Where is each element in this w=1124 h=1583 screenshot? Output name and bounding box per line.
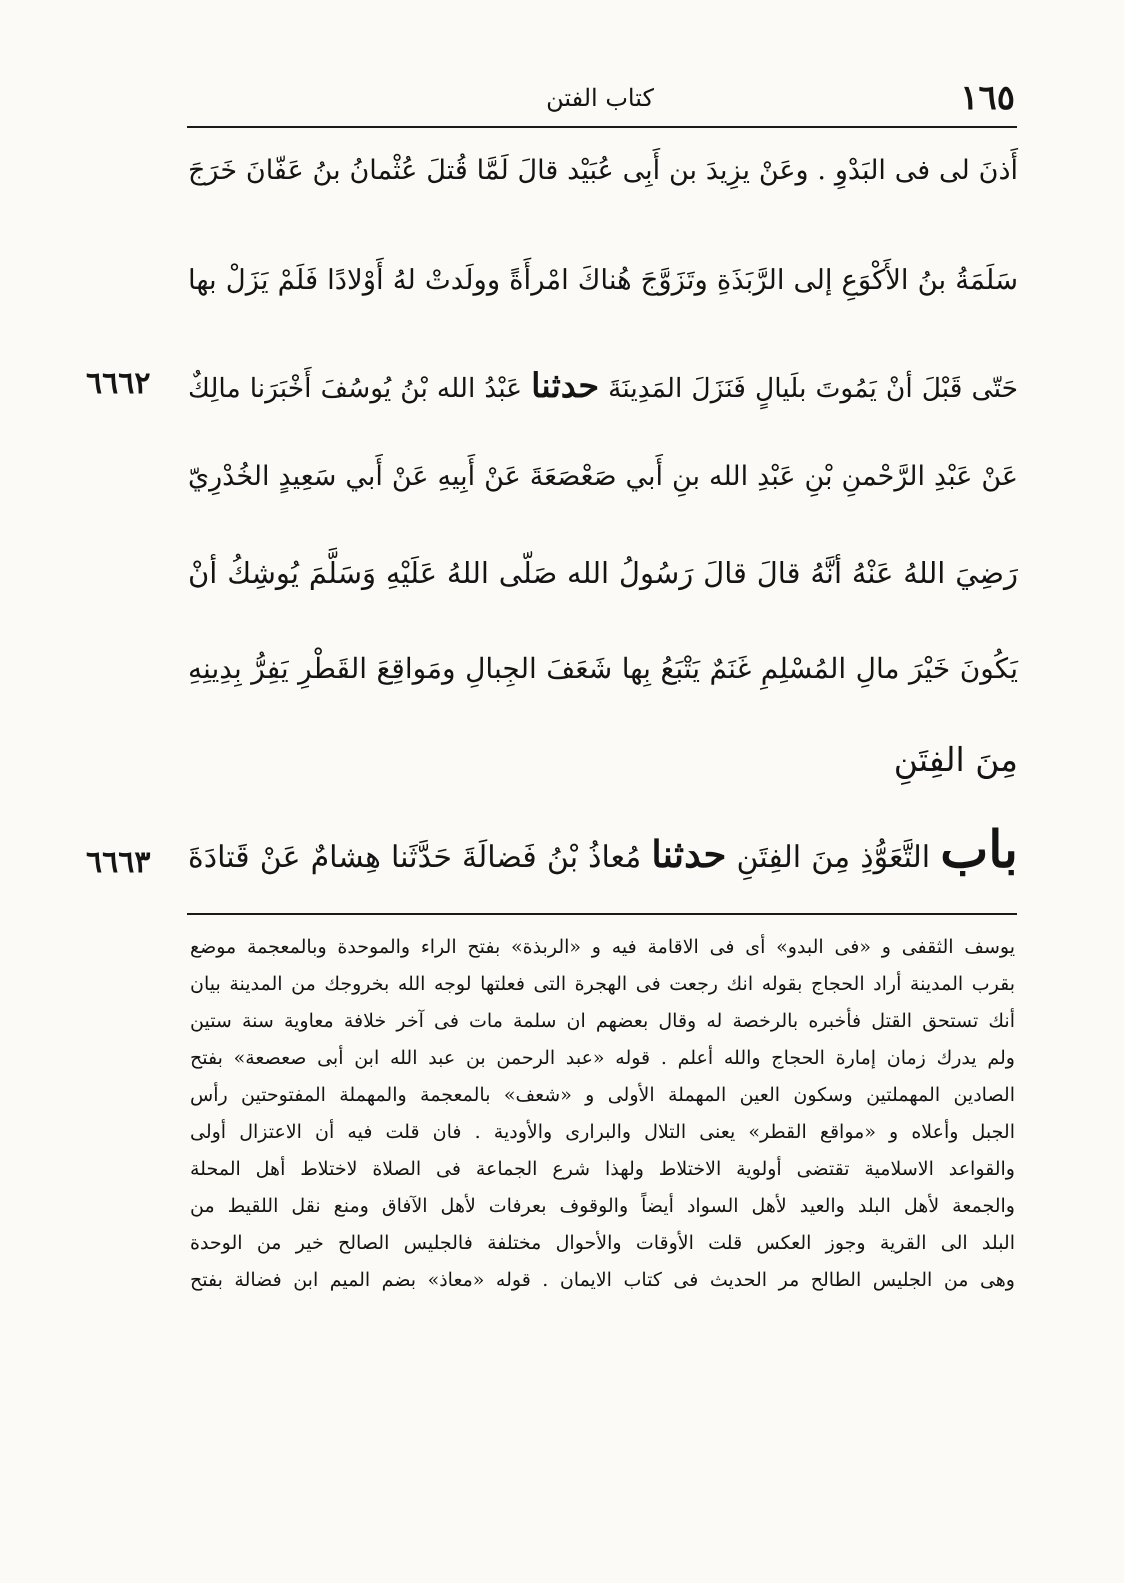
main-line: يَكُونَ خَيْرَ مالِ المُسْلِمِ غَنَمٌ يَتْبَعُ بِها شَعَفَ الجِبالِ ومَواقِعَ القَطْرِ يَفِرُّ بِدِينِهِ (188, 652, 1018, 685)
bab-line (188, 815, 1018, 885)
footnote-line: ولم يدرك زمان إمارة الحجاج والله أعلم . قوله «عبد الرحمن بن عبد الله ابن أبى صعصعة» بفتح (190, 1047, 1015, 1069)
footnote-line: وهى من الجليس الطالح مر الحديث فى كتاب الايمان . قوله «معاذ» بضم الميم ابن فضالة بفتح (190, 1269, 1015, 1291)
main-line: عَنْ عَبْدِ الرَّحْمنِ بْنِ عَبْدِ الله بنِ أَبي صَعْصَعَةَ عَنْ أَبِيهِ عَنْ أَبي سَعِيدٍ الخُدْرِيّ (188, 461, 1018, 492)
haddathana-keyword: حدثنا (531, 366, 600, 405)
footnote-line: أنك تستحق القتل فأخبره بالرخصة له وقال بعضهم ان سلمة مات فى آخر خلافة معاوية سنة ستين (190, 1010, 1015, 1032)
main-line-text: مُعاذُ بْنُ فَضالَةَ حَدَّثَنا هِشامٌ عَنْ قَتادَةَ (188, 840, 642, 875)
footnote-line: الصادين المهملتين وسكون العين المهملة الأولى و «شعف» بالمعجمة والمهملة المفتوحتين رأس (190, 1084, 1015, 1106)
running-title: كتاب الفتن (546, 84, 654, 112)
header-rule (187, 126, 1017, 128)
footnote-line: والجمعة لأهل البلد والعيد لأهل السواد أيضاً والوقوف بعرفات لأهل الآفاق ومنع نقل اللقيط من (190, 1195, 1015, 1217)
haddathana-keyword: حدثنا (651, 832, 727, 876)
main-line-text: عَبْدُ الله بْنُ يُوسُفَ أَخْبَرَنا مالِكٌ (188, 373, 523, 404)
footnote-line: الجبل وأعلاه و «مواقع القطر» يعنى التلال والبرارى والأودية . فان قلت فيه أن الاعتزال أولى (190, 1121, 1015, 1143)
main-line: سَلَمَةُ بنُ الأَكْوَعِ إلى الرَّبَذَةِ وتَزَوَّجَ هُناكَ امْرأَةً وولَدتْ لهُ أَوْلادًا فَلَمْ يَزَلْ بها (188, 264, 1018, 296)
main-line: أَذنَ لى فى البَدْوِ . وعَنْ يزِيدَ بن أَبِى عُبَيْد قالَ لَمَّا قُتلَ عُثْمانُ بنُ عَفّانَ خَرَجَ (188, 155, 1018, 186)
main-line-text: حَتّى قَبْلَ أنْ يَمُوتَ بلَيالٍ فَنَزَلَ المَدِينَةَ (608, 373, 1018, 404)
footnote-rule (187, 913, 1017, 915)
bab-heading: باب (940, 820, 1018, 880)
footnote-line: بقرب المدينة أراد الحجاج بقوله انك رجعت فى الهجرة التى فعلتها لوجه الله بخروجك من المدينة بيان (190, 973, 1015, 995)
main-line: مِنَ الفِتَنِ (893, 740, 1018, 779)
hadith-number: ٦٦٦٢ (86, 366, 151, 401)
main-line (188, 351, 1018, 421)
page-number: ١٦٥ (960, 78, 1015, 118)
page-header (185, 80, 1015, 124)
bab-title: التَّعَوُّذِ مِنَ الفِتَنِ (736, 840, 931, 875)
footnote-line: والقواعد الاسلامية تقتضى أولوية الاختلاط ولهذا شرع الجماعة فى الصلاة لاختلاط أهل المحلة (190, 1158, 1015, 1180)
main-line: رَضِيَ اللهُ عَنْهُ أنَّهُ قالَ قالَ رَسُولُ الله صَلّى اللهُ عَلَيْهِ وَسَلَّمَ يُوشِكُ أنْ (188, 556, 1018, 590)
footnote-line: يوسف الثقفى و «فى البدو» أى فى الاقامة فيه و «الربذة» بفتح الراء والموحدة وبالمعجمة موضع (190, 936, 1015, 958)
hadith-number: ٦٦٦٣ (86, 845, 151, 880)
footnote-line: البلد الى القرية وجوز العكس قلت الأوقات والأحوال مختلفة فالجليس الصالح خير من الوحدة (190, 1232, 1015, 1254)
